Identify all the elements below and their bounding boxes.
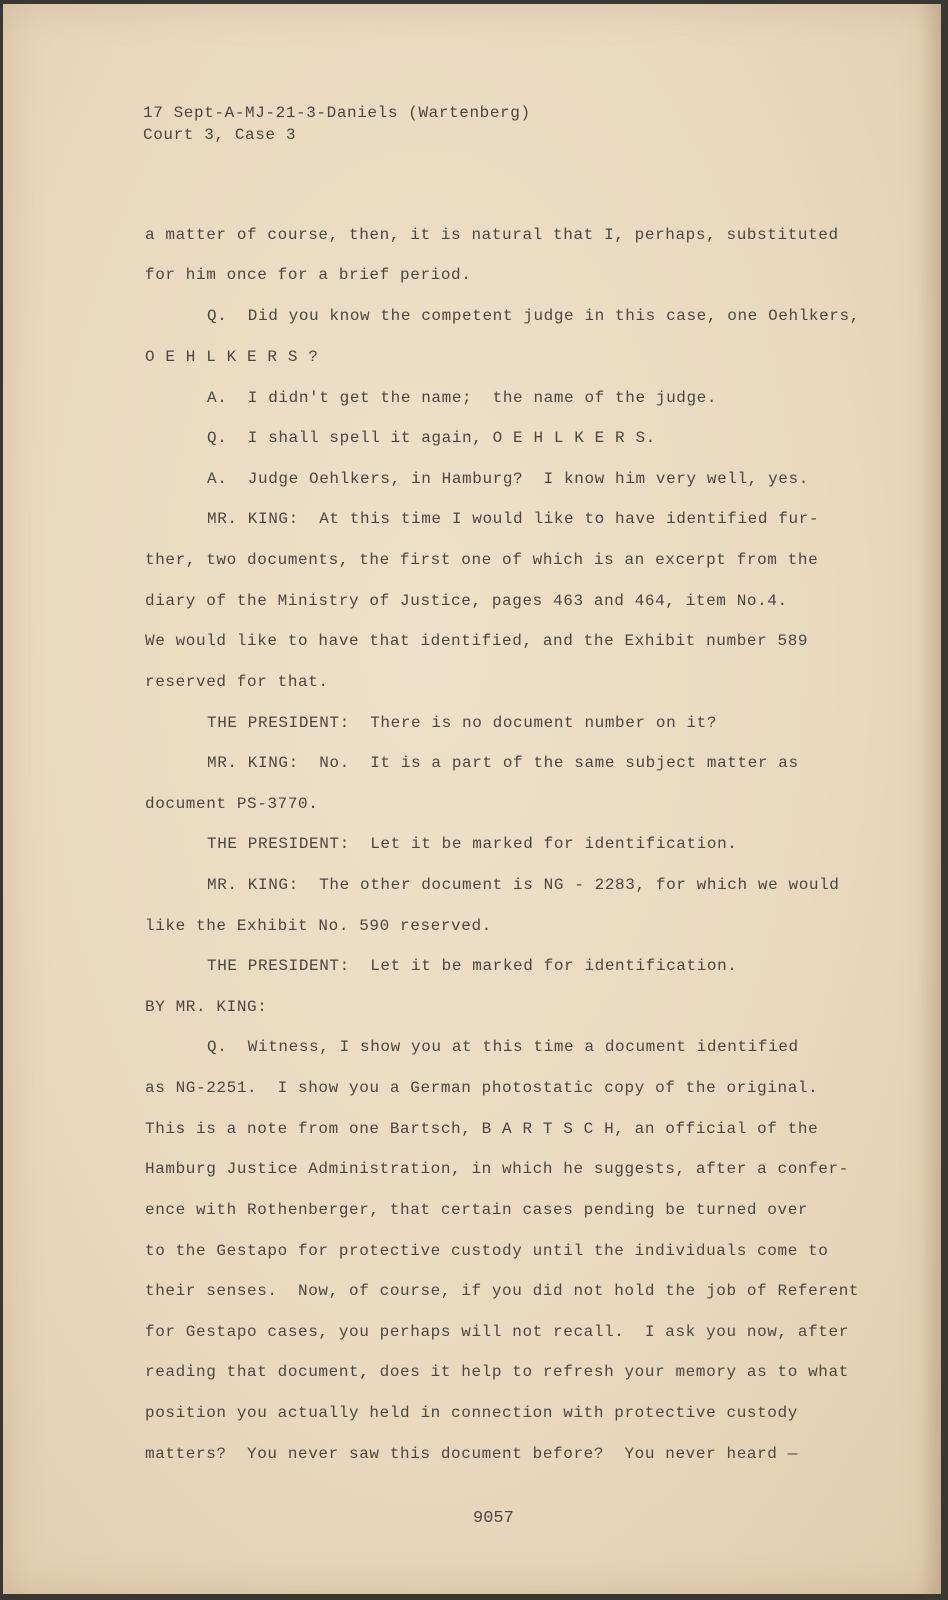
text-line: like the Exhibit No. 590 reserved.	[145, 917, 492, 935]
text-line: ence with Rothenberger, that certain cases pending be turned over	[145, 1201, 809, 1219]
text-line: for Gestapo cases, you perhaps will not recall. I ask you now, after	[145, 1323, 849, 1341]
text-line: matters? You never saw this document before? You never heard —	[145, 1445, 798, 1463]
text-line: their senses. Now, of course, if you did not hold the job of Referent	[145, 1282, 860, 1300]
text-line: A. Judge Oehlkers, in Hamburg? I know him very well, yes.	[207, 470, 809, 488]
text-line: reading that document, does it help to refresh your memory as to what	[145, 1363, 849, 1381]
text-line: This is a note from one Bartsch, B A R T S C H, an official of the	[145, 1120, 819, 1138]
header-line-1: 17 Sept-A-MJ-21-3-Daniels (Wartenberg)	[143, 104, 531, 122]
text-line: THE PRESIDENT: There is no document number on it?	[207, 714, 718, 732]
header-line-2: Court 3, Case 3	[143, 126, 297, 144]
text-line: O E H L K E R S ?	[145, 348, 319, 366]
text-line: as NG-2251. I show you a German photostatic copy of the original.	[145, 1079, 819, 1097]
text-line: position you actually held in connection with protective custody	[145, 1404, 798, 1422]
text-line: THE PRESIDENT: Let it be marked for identification.	[207, 835, 738, 853]
text-line: Q. I shall spell it again, O E H L K E R S.	[207, 429, 656, 447]
text-line: MR. KING: No. It is a part of the same subject matter as	[207, 754, 799, 772]
text-line: Q. Witness, I show you at this time a document identified	[207, 1038, 799, 1056]
text-line: to the Gestapo for protective custody until the individuals come to	[145, 1242, 829, 1260]
text-line: THE PRESIDENT: Let it be marked for identification.	[207, 957, 738, 975]
text-line: MR. KING: The other document is NG - 2283, for which we would	[207, 876, 840, 894]
text-line: a matter of course, then, it is natural that I, perhaps, substituted	[145, 226, 839, 244]
text-line: A. I didn't get the name; the name of the judge.	[207, 389, 718, 407]
text-line: document PS-3770.	[145, 795, 319, 813]
text-line: reserved for that.	[145, 673, 329, 691]
text-line: Q. Did you know the competent judge in this case, one Oehlkers,	[207, 307, 860, 325]
text-line: BY MR. KING:	[145, 998, 268, 1016]
page-edge-shadow	[919, 4, 941, 1594]
text-line: for him once for a brief period.	[145, 266, 472, 284]
document-page	[3, 4, 941, 1594]
text-line: We would like to have that identified, and the Exhibit number 589	[145, 632, 809, 650]
text-line: ther, two documents, the first one of which is an excerpt from the	[145, 551, 819, 569]
text-line: Hamburg Justice Administration, in which he suggests, after a confer-	[145, 1160, 849, 1178]
text-line: MR. KING: At this time I would like to have identified fur-	[207, 510, 820, 528]
text-line: diary of the Ministry of Justice, pages 463 and 464, item No.4.	[145, 592, 788, 610]
page-number: 9057	[473, 1509, 514, 1528]
